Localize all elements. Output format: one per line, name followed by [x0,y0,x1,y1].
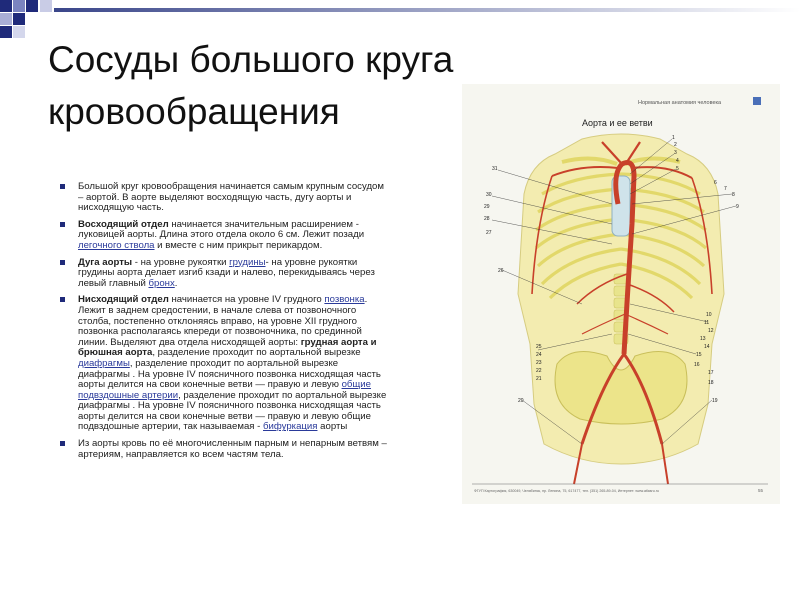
label-number: 24 [536,352,542,358]
label-number: 11 [704,320,710,326]
link-pulmonary-trunk[interactable]: легочного ствола [78,239,155,251]
bullet-marker [60,260,65,265]
paragraph-branches: Из аорты кровь по её многочисленным парным и непарным ветвям – артериям, направляется ко всем частям тела. [78,438,387,460]
label-number: 21 [536,376,542,382]
slide-title [48,34,488,138]
label-number: 7 [724,186,727,192]
bullet-item-descending [60,295,390,433]
label-number: 14 [704,344,710,350]
label-number: 18 [708,380,714,386]
term-ascending: Восходящий отдел [78,218,169,230]
label-number: 6 [714,180,717,186]
term-thoracic-abdominal: грудная аорта и брюшная аорта [78,336,377,359]
label-number: 28 [484,216,490,222]
figure-page-number: 55 [758,488,764,493]
label-number: 25 [536,344,542,350]
label-number: 3 [674,150,677,156]
label-number: 26 [498,268,504,274]
label-number: 10 [706,312,712,318]
bullet-marker [60,297,65,302]
text-fragment: - на уровне рукоятки грудины аорта делает изгиб кзади и налево, перекидываясь через левый главный [78,256,375,289]
term-descending: Нисходящий отдел [78,294,169,306]
label-number: 17 [708,370,714,376]
text-fragment: , разделение проходит по аортальной вырезке [152,347,361,359]
text-fragment: - на уровне рукоятки [132,256,230,268]
bullet-list [60,182,390,466]
term-arch: Дуга аорты [78,256,133,268]
figure-header-text: Нормальная анатомия человека [638,100,722,106]
label-number: 23 [536,360,542,366]
bullet-marker [60,184,65,189]
link-diaphragm[interactable]: диафрагмы [78,357,130,369]
text-fragment: . Лежит в заднем средостении, в начале слева от позвоночного столба, постепенно отклоняясь вправо, на уровне XII грудного позвонка располагаясь кпереди от позвоночника, по срединной линии. Выделяют два отдела нисходящей аорты: [78,294,368,348]
bullet-item-arch [60,258,390,290]
label-number: 29 [484,204,490,210]
link-sternum[interactable]: грудины [229,256,266,268]
aorta-anatomy-figure [462,84,780,504]
title-line-2: кровообращения [48,91,340,132]
link-vertebra[interactable]: позвонка [324,294,365,306]
text-fragment: . [174,277,178,289]
label-number: 20 [518,398,524,404]
text-fragment: начинается значительным расширением - луковицей аорты. Длина этого отдела около 6 см. Лежит позади [78,218,365,241]
bullet-marker [60,222,65,227]
text-fragment: аорты [317,421,348,433]
bullet-item-intro [60,182,390,214]
label-number: 15 [696,352,702,358]
label-number: 22 [536,368,542,374]
paragraph-intro: Большой круг кровообращения начинается самым крупным сосудом – аортой. В аорте выделяют восходящую часть, дугу аорты и нисходящую часть. [78,181,384,214]
figure-panel-title: Аорта и ее ветви [582,118,653,128]
bullet-item-branches [60,439,390,460]
figure-logo-icon [753,97,761,105]
label-number: 27 [486,230,492,236]
text-fragment: и вместе с ним прикрыт перикардом. [154,239,323,251]
text-fragment: , разделение проходит по аортальной вырезке диафрагмы . На уровне IV поясничного позвонка нисходящая часть аорты делится на свои конечные ветви — правую и левую [78,357,381,391]
link-bifurcation[interactable]: бифуркация [263,421,318,433]
label-number: 4 [676,158,679,164]
label-number: 12 [708,328,714,334]
label-number: 13 [700,336,706,342]
title-line-1: Сосуды большого круга [48,39,454,80]
label-number: 31 [492,166,498,172]
label-number: 9 [736,204,739,210]
bullet-marker [60,441,65,446]
label-number: 5 [676,166,679,172]
label-number: 1 [672,135,675,141]
link-bronchus[interactable]: бронх [148,277,175,289]
figure-footer-text: ФГУП Картография, 630049, Челябинск, пр. Ленина, 75, 617477, тел. (351) 265-89-04, Интернет: www.atlasru.ru [474,489,659,493]
label-number: 8 [732,192,735,198]
text-fragment: , разделение проходит по аортальной вырезке диафрагмы . На уровне IV поясничного позвонка нисходящая часть аорты делится на свои конечные ветви — правую и левую общие подвздошные артерии, так называемая - [78,389,387,433]
label-number: 16 [694,362,700,368]
text-fragment: начинается на уровне IV грудного [168,294,325,306]
label-number: 19 [712,398,718,404]
label-number: 2 [674,142,677,148]
bullet-item-ascending [60,220,390,252]
link-iliac-arteries[interactable]: общие подвздошные артерии [78,379,371,401]
label-number: 30 [486,192,492,198]
